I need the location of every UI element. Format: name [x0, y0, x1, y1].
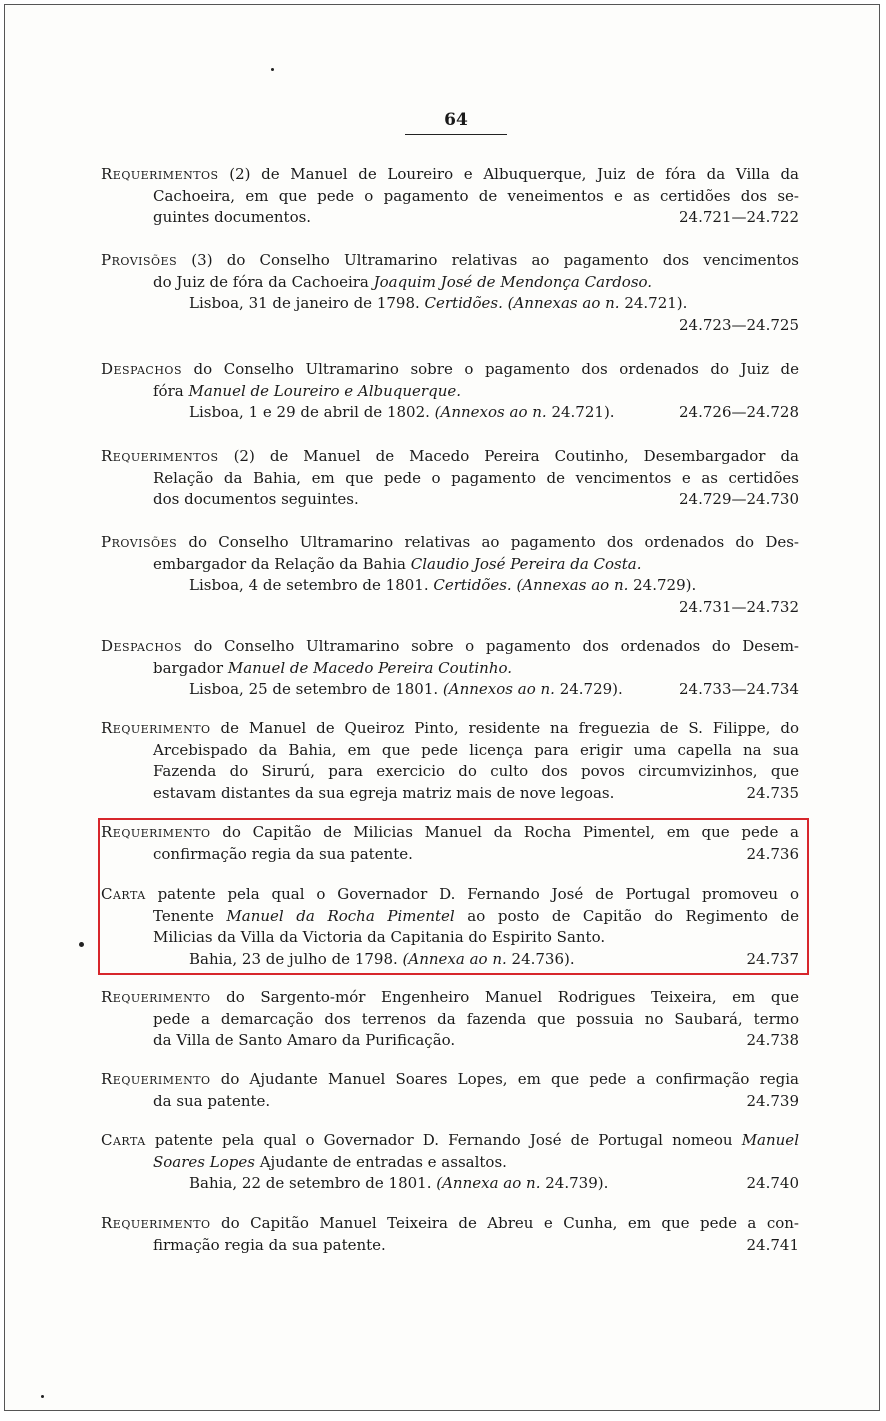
- entry-text: Ajudante de entradas e assaltos.: [254, 1152, 507, 1171]
- entry-text: do Juiz de fóra da Cachoeira: [153, 272, 374, 291]
- annex-note: (Annexa ao n.: [436, 1174, 541, 1192]
- entry-text: do Sargento-mór Engenheiro Manuel Rodrigues Teixeira, em que: [210, 988, 799, 1006]
- entry-text: bargador: [153, 658, 228, 677]
- entry-text: patente pela qual o Governador D. Fernando José de Portugal promoveu o: [145, 885, 799, 903]
- document-number: 24.726—24.728: [679, 403, 799, 421]
- entry-text: embargador da Relação da Bahia: [153, 554, 411, 573]
- entry-text: pede a demarcação dos terrenos da fazenda que possuia no Saubará, termo: [153, 1009, 799, 1028]
- annex-note: (Annexos ao n.: [442, 680, 555, 698]
- entry-heading: Requerimentos: [101, 447, 219, 465]
- document-number: 24.723—24.725: [679, 315, 799, 334]
- document-page: [4, 4, 880, 1411]
- entry-text: Milicias da Villa da Victoria da Capitania do Espirito Santo.: [153, 928, 606, 946]
- entry-text: Arcebispado da Bahia, em que pede licença para erigir uma capella na sua: [153, 740, 799, 759]
- document-number: 24.731—24.732: [679, 597, 799, 616]
- catalog-entry: [101, 1069, 799, 1112]
- person-name: Manuel de Macedo Pereira Coutinho.: [227, 658, 513, 677]
- entry-text: Relação da Bahia, em que pede o pagamento de vencimentos e as certidões: [153, 468, 799, 487]
- entry-heading: Requerimento: [101, 1070, 211, 1088]
- annex-number: 24.721).: [546, 403, 615, 421]
- entry-heading: Requerimentos: [101, 165, 219, 183]
- annex-note: (Annexos ao n.: [434, 403, 547, 421]
- catalog-entry: [101, 987, 799, 1052]
- document-number: 24.735: [746, 783, 799, 802]
- document-number: 24.721—24.722: [679, 208, 799, 226]
- annex-number: 24.736).: [506, 949, 575, 968]
- entry-text: Fazenda do Sirurú, para exercicio do culto dos povos circumvizinhos, que: [153, 762, 799, 780]
- person-name: Manuel de Loureiro e Albuquerque.: [188, 381, 462, 400]
- entry-text: do Capitão Manuel Teixeira de Abreu e Cunha, em que pede a con-: [210, 1214, 799, 1232]
- annex-number: 24.729).: [628, 576, 697, 594]
- document-number: 24.738: [746, 1031, 799, 1049]
- document-number: 24.729—24.730: [679, 490, 799, 508]
- scan-speck: [271, 68, 274, 71]
- entry-text: (2) de Manuel de Loureiro e Albuquerque, Juiz de fóra da Villa da: [218, 165, 799, 183]
- document-number: 24.736: [746, 844, 799, 863]
- catalog-entry: [101, 250, 799, 336]
- document-number: 24.740: [746, 1174, 799, 1192]
- annex-note: (Annexa ao n.: [402, 949, 507, 968]
- entry-text: ao posto de Capitão do Regimento de: [454, 906, 799, 925]
- entry-text: dos documentos seguintes.: [153, 490, 359, 508]
- person-name: Soares Lopes: [153, 1152, 255, 1171]
- entry-text: firmação regia da sua patente.: [153, 1235, 386, 1254]
- entry-date: Lisboa, 1 e 29 de abril de 1802.: [189, 403, 435, 421]
- annex-number: 24.729).: [554, 680, 623, 698]
- annex-number: 24.739).: [540, 1174, 609, 1192]
- person-name: Manuel da Rocha Pimentel: [226, 906, 455, 925]
- person-name: Joaquim José de Mendonça Cardoso.: [373, 272, 653, 291]
- entry-text: fóra: [153, 381, 189, 400]
- annex-number: 24.721).: [619, 294, 688, 312]
- entry-text: patente pela qual o Governador D. Fernando José de Portugal nomeou: [145, 1131, 742, 1149]
- entry-text: do Conselho Ultramarino relativas ao pagamento dos ordenados do Des-: [177, 533, 799, 551]
- entry-heading: Despachos: [101, 637, 182, 655]
- entry-text: Cachoeira, em que pede o pagamento de veneimentos e as certidões dos se-: [153, 186, 799, 205]
- catalog-entry: [101, 1213, 799, 1256]
- entry-text: de Manuel de Queiroz Pinto, residente na freguezia de S. Filippe, do: [210, 719, 799, 737]
- page-number: 64: [405, 110, 507, 135]
- entry-heading: Requerimento: [101, 823, 211, 841]
- entry-heading: Carta: [101, 1131, 146, 1149]
- entry-date: Lisboa, 4 de setembro de 1801.: [189, 576, 434, 594]
- entry-text: da Villa de Santo Amaro da Purificação.: [153, 1031, 456, 1049]
- entry-date: Lisboa, 31 de janeiro de 1798.: [189, 294, 425, 312]
- entry-text: (3) do Conselho Ultramarino relativas ao pagamento dos vencimentos: [177, 251, 799, 269]
- catalog-entry: [101, 446, 799, 511]
- entry-heading: Requerimento: [101, 988, 211, 1006]
- entry-text: da sua patente.: [153, 1091, 271, 1110]
- catalog-entry: [101, 532, 799, 618]
- entry-heading: Carta: [101, 885, 146, 903]
- entry-heading: Requerimento: [101, 719, 211, 737]
- entry-text: do Conselho Ultramarino sobre o pagamento dos ordenados do Juiz de: [182, 360, 799, 378]
- annex-note: Certidões. (Annexas ao n.: [424, 294, 620, 312]
- highlight-box: [98, 818, 809, 975]
- entry-text: (2) de Manuel de Macedo Pereira Coutinho, Desembargador da: [218, 447, 799, 465]
- entry-text: estavam distantes da sua egreja matriz mais de nove legoas.: [153, 783, 615, 802]
- entry-heading: Requerimento: [101, 1214, 211, 1232]
- scan-speck: [41, 1395, 44, 1398]
- catalog-entry: [101, 164, 799, 229]
- entry-heading: Despachos: [101, 360, 182, 378]
- person-name: Claudio José Pereira da Costa.: [410, 554, 642, 573]
- entry-heading: Provisões: [101, 251, 178, 269]
- document-number: 24.741: [746, 1235, 799, 1254]
- entry-text: do Conselho Ultramarino sobre o pagamento dos ordenados do Desem-: [182, 637, 799, 655]
- entry-date: Bahia, 23 de julho de 1798.: [189, 949, 403, 968]
- person-name: Manuel: [741, 1131, 799, 1149]
- document-number: 24.733—24.734: [679, 680, 799, 698]
- entry-text: confirmação regia da sua patente.: [153, 844, 413, 863]
- entry-text: do Capitão de Milicias Manuel da Rocha Pimentel, em que pede a: [210, 823, 799, 841]
- entry-text: do Ajudante Manuel Soares Lopes, em que pede a confirmação regia: [210, 1070, 799, 1088]
- annex-note: Certidões. (Annexas ao n.: [433, 576, 629, 594]
- catalog-entry: [101, 1130, 799, 1195]
- entry-heading: Provisões: [101, 533, 178, 551]
- document-number: 24.737: [746, 949, 799, 968]
- entry-text: guintes documentos.: [153, 208, 312, 226]
- catalog-entry: [101, 359, 799, 424]
- entry-date: Lisboa, 25 de setembro de 1801.: [189, 680, 443, 698]
- entry-text: Tenente: [153, 906, 227, 925]
- scan-speck: [79, 942, 84, 947]
- catalog-entry: [101, 718, 799, 804]
- document-number: 24.739: [746, 1091, 799, 1110]
- catalog-entry: [101, 636, 799, 701]
- entry-date: Bahia, 22 de setembro de 1801.: [189, 1174, 437, 1192]
